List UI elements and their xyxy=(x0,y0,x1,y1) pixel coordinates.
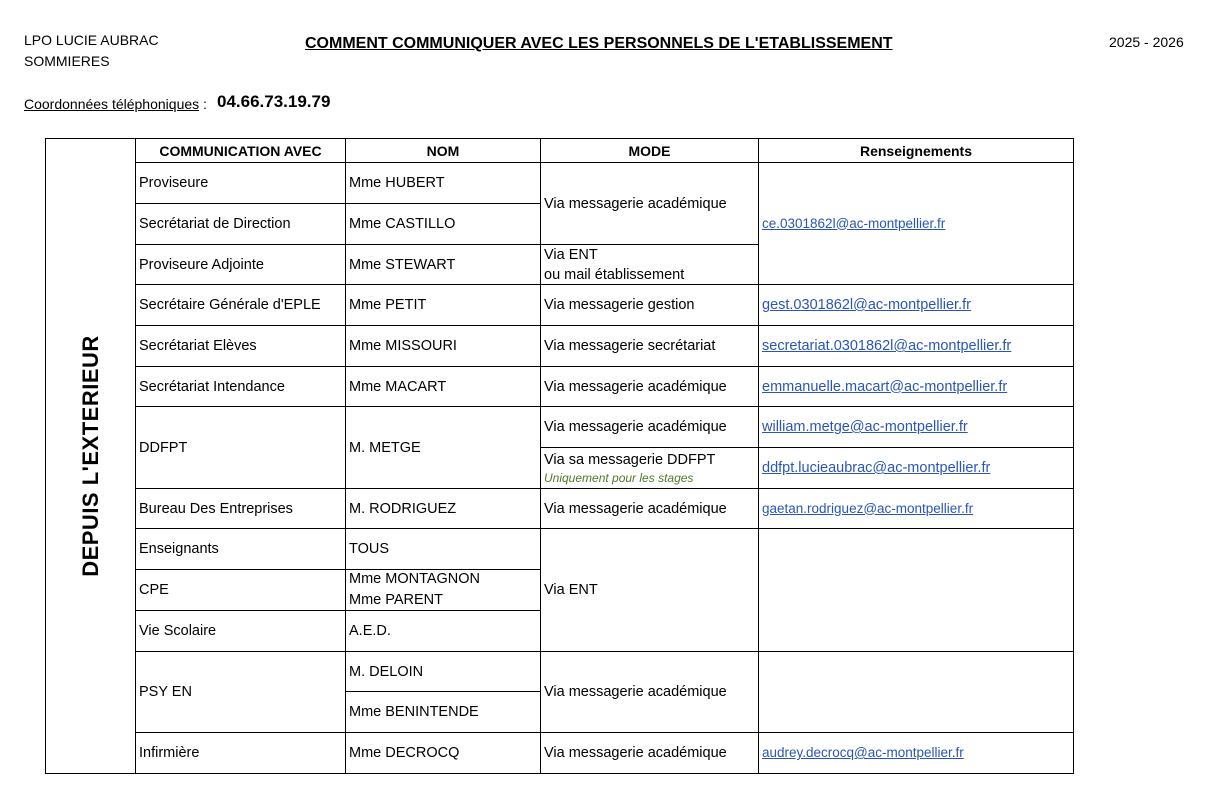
mode-text: Via messagerie gestion xyxy=(544,297,695,313)
contact-label: Vie Scolaire xyxy=(139,623,217,639)
side-label: DEPUIS L'EXTERIEUR xyxy=(77,335,103,577)
email-link[interactable]: emmanuelle.macart@ac-montpellier.fr xyxy=(762,378,1008,395)
contact-label: Secrétariat de Direction xyxy=(139,216,291,232)
mode-cell xyxy=(540,488,759,529)
contact-cell xyxy=(135,203,346,245)
mode-note: Uniquement pour les stages xyxy=(544,470,694,485)
staff-name: Mme HUBERT xyxy=(349,175,445,191)
school-name: LPO LUCIE AUBRAC xyxy=(24,32,159,48)
school-year: 2025 - 2026 xyxy=(1109,34,1184,50)
contact-cell xyxy=(135,406,346,489)
name-cell xyxy=(345,691,541,733)
email-link[interactable]: gaetan.rodriguez@ac-montpellier.fr xyxy=(762,500,974,516)
phone-label-sep: : xyxy=(199,96,207,112)
mode-cell xyxy=(540,651,759,733)
mode-text: Via messagerie académique xyxy=(544,745,727,761)
mode-text: Via ENT xyxy=(544,582,598,598)
contact-cell xyxy=(135,325,346,367)
name-cell xyxy=(345,732,541,774)
contact-label: Secrétariat Elèves xyxy=(139,338,257,354)
contact-label: Proviseure xyxy=(139,175,209,191)
mode-cell xyxy=(540,447,759,489)
header-name: NOM xyxy=(345,138,541,163)
contact-label: PSY EN xyxy=(139,684,192,700)
phone-label-text: Coordonnées téléphoniques xyxy=(24,96,200,112)
staff-name: Mme BENINTENDE xyxy=(349,704,479,720)
mode-text: Via messagerie académique xyxy=(544,500,727,517)
name-cell xyxy=(345,569,541,611)
mode-cell xyxy=(540,162,759,245)
contact-cell xyxy=(135,651,346,733)
staff-name: M. RODRIGUEZ xyxy=(349,500,457,517)
info-cell xyxy=(758,406,1074,448)
contact-cell xyxy=(135,528,346,570)
mode-cell xyxy=(540,244,759,285)
staff-name: TOUS xyxy=(349,541,390,557)
contact-label: Enseignants xyxy=(139,541,219,557)
name-cell xyxy=(345,244,541,285)
mode-cell xyxy=(540,406,759,448)
page-title: COMMENT COMMUNIQUER AVEC LES PERSONNELS DE L'ETABLISSEMENT xyxy=(305,35,893,52)
name-cell xyxy=(345,488,541,529)
info-cell-empty xyxy=(758,651,1074,733)
contact-cell xyxy=(135,732,346,774)
staff-name: A.E.D. xyxy=(349,623,391,639)
email-link[interactable]: william.metge@ac-montpellier.fr xyxy=(762,419,968,435)
phone-label xyxy=(24,96,207,112)
staff-name: M. METGE xyxy=(349,439,421,456)
header-info: Renseignements xyxy=(758,138,1074,163)
email-link[interactable]: ce.0301862l@ac-montpellier.fr xyxy=(762,215,946,231)
contact-label: Secrétariat Intendance xyxy=(139,378,285,395)
contact-cell xyxy=(135,162,346,204)
mode-cell xyxy=(540,366,759,407)
contact-cell xyxy=(135,244,346,285)
name-cell xyxy=(345,203,541,245)
info-cell xyxy=(758,366,1074,407)
phone-number: 04.66.73.19.79 xyxy=(217,92,331,111)
staff-name: Mme PETIT xyxy=(349,297,427,313)
staff-name: Mme MACART xyxy=(349,378,447,395)
school-city: SOMMIERES xyxy=(24,53,110,69)
staff-name: Mme DECROCQ xyxy=(349,745,460,761)
mode-text: Via messagerie secrétariat xyxy=(544,338,716,354)
contact-label: DDFPT xyxy=(139,439,188,456)
contact-label: Infirmière xyxy=(139,745,200,761)
mode-text: Via messagerie académique xyxy=(544,419,727,435)
info-cell xyxy=(758,447,1074,489)
staff-name: M. DELOIN xyxy=(349,663,424,680)
mode-text: Via ENT xyxy=(544,246,598,263)
contact-cell xyxy=(135,366,346,407)
contact-cell xyxy=(135,284,346,326)
staff-name: Mme STEWART xyxy=(349,256,456,273)
info-cell xyxy=(758,284,1074,326)
name-cell xyxy=(345,610,541,652)
name-cell xyxy=(345,284,541,326)
name-cell xyxy=(345,325,541,367)
staff-name: Mme MISSOURI xyxy=(349,338,457,354)
mode-cell xyxy=(540,284,759,326)
info-cell xyxy=(758,488,1074,529)
email-link[interactable]: audrey.decrocq@ac-montpellier.fr xyxy=(762,745,964,760)
email-link[interactable]: secretariat.0301862l@ac-montpellier.fr xyxy=(762,338,1012,354)
info-cell-empty xyxy=(758,528,1074,652)
name-cell xyxy=(345,366,541,407)
contact-label: Bureau Des Entreprises xyxy=(139,500,293,517)
contact-cell xyxy=(135,569,346,611)
email-link[interactable]: ddfpt.lucieaubrac@ac-montpellier.fr xyxy=(762,460,991,476)
info-cell xyxy=(758,732,1074,774)
header-contact: COMMUNICATION AVEC xyxy=(135,138,346,163)
mode-text: Via sa messagerie DDFPT xyxy=(544,451,716,468)
name-cell xyxy=(345,528,541,570)
mode-text: Via messagerie académique xyxy=(544,195,727,212)
header-mode: MODE xyxy=(540,138,759,163)
info-cell xyxy=(758,325,1074,367)
info-cell xyxy=(758,162,1074,285)
contact-label: Secrétaire Générale d'EPLE xyxy=(139,297,321,313)
email-link[interactable]: gest.0301862l@ac-montpellier.fr xyxy=(762,297,971,313)
mode-cell xyxy=(540,732,759,774)
staff-name: Mme CASTILLO xyxy=(349,216,456,232)
name-cell xyxy=(345,651,541,692)
contact-cell xyxy=(135,610,346,652)
mode-cell xyxy=(540,325,759,367)
mode-text: Via messagerie académique xyxy=(544,684,727,700)
contact-label: CPE xyxy=(139,582,169,598)
name-cell xyxy=(345,162,541,204)
contact-table xyxy=(45,138,1074,774)
side-label-cell xyxy=(45,138,136,774)
staff-name: Mme PARENT xyxy=(349,592,443,608)
mode-text: Via messagerie académique xyxy=(544,378,727,395)
contact-label: Proviseure Adjointe xyxy=(139,256,264,273)
contact-cell xyxy=(135,488,346,529)
mode-cell xyxy=(540,528,759,652)
staff-name: Mme MONTAGNON xyxy=(349,571,481,587)
mode-text: ou mail établissement xyxy=(544,266,685,283)
name-cell xyxy=(345,406,541,489)
